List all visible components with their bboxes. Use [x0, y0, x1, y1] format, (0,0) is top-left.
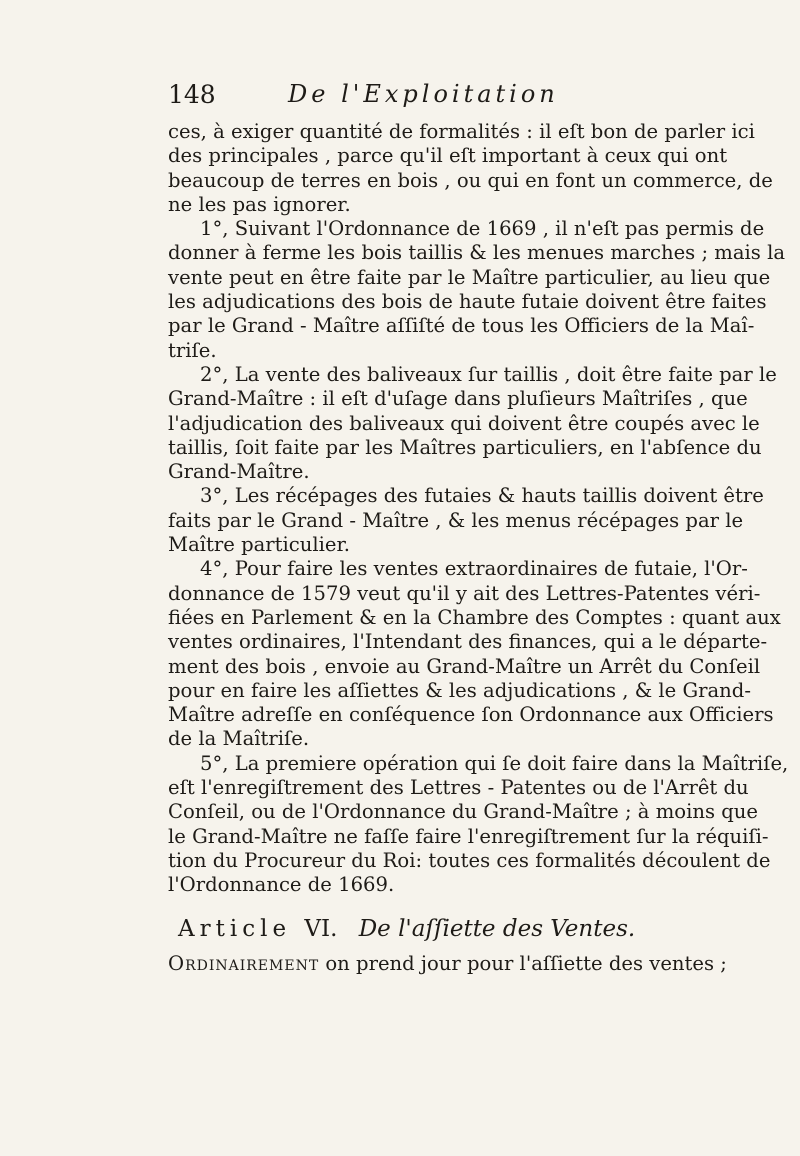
article-title: De l'aſſiette des Ventes. [358, 915, 636, 942]
text-line: Conſeil, ou de l'Ordonnance du Grand-Maître ; à moins que [168, 800, 759, 824]
text-line: des principales , parce qu'il eſt important à ceux qui ont [168, 144, 728, 168]
page-header [168, 80, 698, 120]
text-line: 2°, La vente des baliveaux ſur taillis , doit être faite par le [200, 362, 777, 386]
text-line: 1°, Suivant l'Ordonnance de 1669 , il n'eſt pas permis de [200, 217, 765, 241]
article-label: Article [178, 915, 292, 942]
text-line: Maître particulier. [168, 533, 350, 557]
running-title: De l'Exploitation [288, 80, 559, 108]
text-line: 5°, La premiere opération qui ſe doit faire dans la Maîtriſe, [200, 751, 789, 775]
article-number: VI. [304, 915, 338, 942]
text-line: Grand-Maître. [168, 460, 310, 484]
text-line: ne les pas ignorer. [168, 192, 351, 216]
text-line: de la Maîtriſe. [168, 727, 310, 751]
text-line: triſe. [168, 338, 217, 362]
text-line: ces, à exiger quantité de formalités : il eſt bon de parler ici [168, 120, 755, 143]
text-line: par le Grand - Maître aſſiſté de tous les Officiers de la Maî- [168, 314, 755, 338]
article-first-line [168, 951, 727, 976]
article-heading [168, 914, 712, 944]
text-line: 3°, Les récépages des futaies & hauts taillis doivent être [200, 484, 764, 508]
text-line: Grand-Maître : il eſt d'uſage dans pluſieurs Maîtriſes , que [168, 387, 748, 411]
page-number: 148 [168, 80, 216, 109]
text-line: ment des bois , envoie au Grand-Maître un Arrêt du Conſeil [168, 654, 761, 678]
text-line: donner à ferme les bois taillis & les menues marches ; mais la [168, 241, 786, 265]
text-line: taillis, ſoit faite par les Maîtres particuliers, en l'abſence du [168, 435, 762, 459]
text-block [168, 120, 789, 898]
text-line: eſt l'enregiſtrement des Lettres - Patentes ou de l'Arrêt du [168, 776, 749, 800]
text-line: Maître adreſſe en conſéquence ſon Ordonnance aux Officiers [168, 703, 774, 727]
text-line: vente peut en être faite par le Maître particulier, au lieu que [168, 265, 771, 289]
article-line-text: on prend jour pour l'aſſiette des ventes ; [319, 951, 727, 975]
text-line: beaucoup de terres en bois , ou qui en font un commerce, de [168, 168, 773, 192]
text-line: les adjudications des bois de haute futaie doivent être faites [168, 290, 767, 314]
text-line: le Grand-Maître ne faſſe faire l'enregiſtrement ſur la réquiſi- [168, 824, 769, 848]
page-body [168, 120, 789, 976]
text-line: pour en faire les aſſiettes & les adjudications , & le Grand- [168, 678, 751, 702]
text-line: donnance de 1579 veut qu'il y ait des Lettres-Patentes véri- [168, 581, 761, 605]
text-line: l'Ordonnance de 1669. [168, 873, 395, 897]
text-line: faits par le Grand - Maître , & les menus récépages par le [168, 508, 744, 532]
text-line: 4°, Pour faire les ventes extraordinaires de futaie, l'Or- [200, 557, 748, 581]
text-line: ventes ordinaires, l'Intendant des finances, qui a le départe- [168, 630, 768, 654]
text-line: fiées en Parlement & en la Chambre des Comptes : quant aux [168, 605, 781, 629]
article-lead-word: Ordinairement [168, 951, 320, 975]
text-line: tion du Procureur du Roi: toutes ces formalités découlent de [168, 848, 771, 872]
text-line: l'adjudication des baliveaux qui doivent être coupés avec le [168, 411, 760, 435]
